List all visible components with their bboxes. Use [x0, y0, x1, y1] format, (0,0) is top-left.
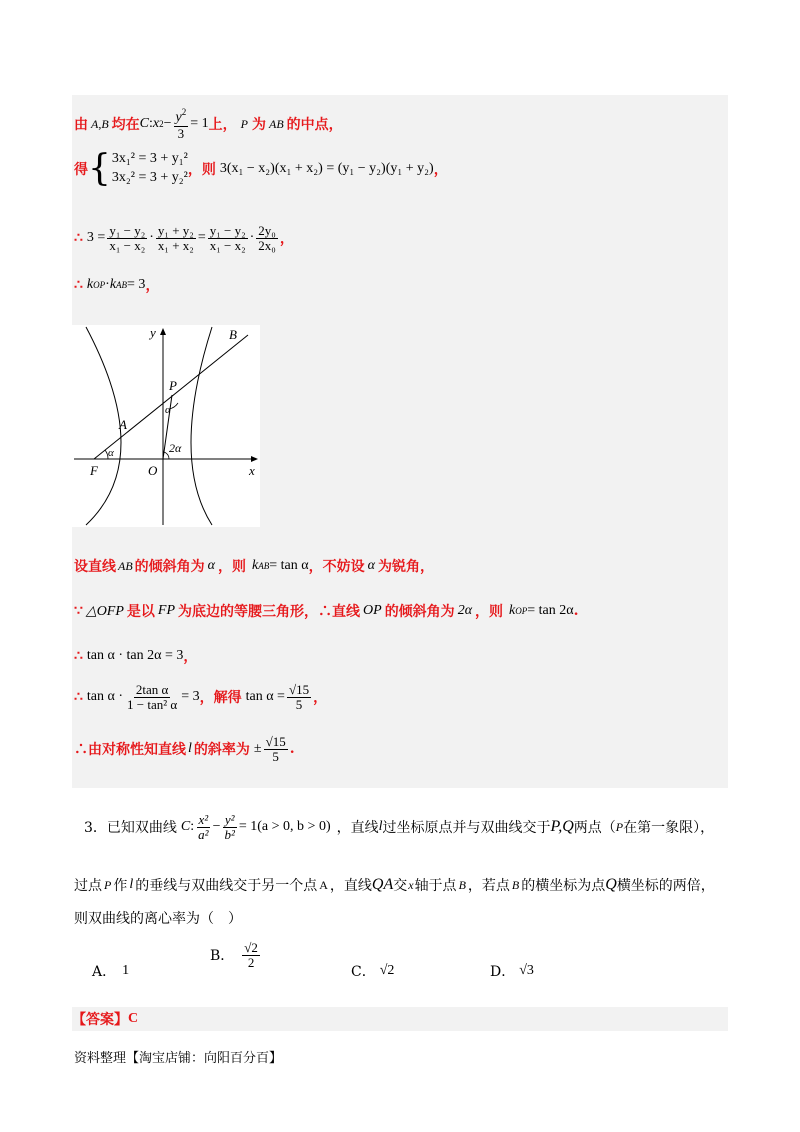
label-p: P: [169, 378, 177, 393]
text: ，: [183, 649, 198, 665]
text: 为: [252, 117, 266, 133]
text: ，: [279, 231, 294, 247]
math-colon: :: [190, 819, 195, 834]
num: y²: [224, 811, 235, 827]
math-qa: QA: [371, 876, 394, 893]
solution-line-1: 由 A,B 均在 C : x 2 − $\frac{y^2}{3}$ = 1 上， P 为 AB 的中点，: [74, 106, 343, 141]
num: 2tan α: [135, 681, 169, 697]
math-sub: OP: [93, 280, 106, 290]
question-line-2: [74, 872, 715, 898]
footer: 资料整理【淘宝店铺：向阳百分百】: [74, 1051, 283, 1066]
math-ab: AB: [118, 558, 133, 573]
text: ，直线: [336, 820, 379, 836]
text: 的斜率为: [193, 742, 250, 758]
fraction-y2-3: $\frac{y^2}{3}$: [175, 106, 187, 141]
math-c: C: [180, 819, 191, 834]
fraction-result: [287, 683, 311, 711]
den: x₁ + x₂: [157, 237, 194, 253]
text: 横坐标的两倍，: [616, 878, 715, 894]
text: ，不妨设: [308, 559, 365, 575]
den: 5: [272, 748, 279, 764]
label-a: A: [119, 417, 127, 432]
den: a²: [198, 826, 209, 842]
fraction-3: [208, 224, 248, 252]
option-fraction: [242, 941, 260, 969]
solution-line-4: [74, 270, 159, 300]
therefore-symbol: ∴: [74, 230, 83, 246]
text: 的横坐标为点: [521, 878, 606, 894]
solution-line-7: [74, 643, 197, 669]
text: 则双曲线的离心率为（ ）: [74, 911, 242, 927]
therefore-symbol: ∴: [74, 648, 83, 664]
answer-bar: [72, 1007, 728, 1031]
option-value: √2: [379, 963, 395, 978]
den: x₁ − x₂: [109, 237, 146, 253]
math-eq: = tan α: [269, 558, 309, 573]
text: ，则: [475, 604, 504, 620]
math-sub: OP: [515, 606, 528, 616]
math-p: P: [104, 877, 112, 892]
text: 由: [74, 117, 88, 133]
text: ，则: [187, 162, 216, 178]
den: x₁ − x₂: [209, 237, 246, 253]
den: 2x₀: [258, 237, 276, 253]
fraction-2: [156, 224, 196, 252]
system-row-2: 3x₂² = 3 + y₂²: [111, 170, 188, 185]
solution-line-5: [74, 552, 434, 580]
math-ab: AB: [269, 116, 284, 131]
num: 2y₀: [258, 222, 276, 238]
dot: ·: [249, 230, 255, 245]
math-k: k: [509, 603, 516, 618]
therefore-symbol: ∴: [74, 277, 83, 293]
text: 在第一象限），: [623, 820, 715, 836]
math-triangle: △OFP: [85, 603, 124, 619]
condition: = 1(a > 0, b > 0): [238, 819, 331, 834]
text: ，解得: [199, 690, 242, 706]
math-alpha: α: [367, 558, 375, 573]
because-symbol: ∵: [74, 603, 83, 619]
text: 轴于点: [414, 878, 457, 894]
text: 的中点，: [286, 117, 343, 133]
hyperbola-left-branch: [86, 327, 121, 525]
answer-value: C: [128, 1011, 139, 1026]
den: 1 − tan² α: [127, 696, 178, 712]
hyperbola-right-branch: [191, 327, 212, 525]
num: x²: [198, 811, 209, 827]
label-y: y: [150, 325, 156, 340]
math-b: B: [511, 877, 520, 892]
text: 为锐角，: [377, 559, 434, 575]
num: √15: [265, 733, 286, 749]
math-2alpha: 2α: [457, 603, 473, 618]
text: ，: [313, 690, 328, 706]
text: ，则: [218, 559, 247, 575]
fraction-4: [256, 224, 278, 252]
question-line-3: [74, 906, 242, 930]
fraction-x2-a2: [196, 813, 210, 841]
eq: = 3: [127, 277, 146, 292]
text: 得: [74, 162, 88, 178]
math-points-ab: A,B: [91, 116, 109, 131]
text: 均在: [111, 117, 140, 133]
text: .: [573, 603, 579, 619]
system-row-1: 3x₁² = 3 + y₁²: [111, 151, 188, 167]
math-eq: = tan 2α: [527, 603, 574, 618]
math-colon: :: [149, 116, 153, 131]
num: √2: [244, 939, 258, 955]
fraction-tan: [125, 683, 179, 711]
therefore-symbol: ∴: [74, 689, 83, 705]
hyperbola-diagram: [72, 325, 260, 527]
fraction-y2-b2: [222, 813, 236, 841]
solution-line-6: [74, 597, 578, 625]
solution-line-3: [74, 218, 294, 258]
num: y₁ − y₂: [109, 222, 146, 238]
math-eq-1: = 1: [190, 116, 209, 131]
dot: ·: [105, 277, 110, 292]
y-axis-arrow: [160, 328, 166, 335]
math-pq: P,Q: [550, 818, 574, 835]
option-label: A．: [92, 964, 117, 980]
option-c[interactable]: [351, 956, 394, 986]
math-sub: AB: [116, 280, 128, 290]
fraction-slope: [264, 735, 288, 763]
minus: −: [212, 819, 221, 834]
math-p: P: [615, 819, 624, 834]
math-alpha: α: [207, 558, 216, 573]
option-d[interactable]: [490, 956, 534, 986]
math-c: C: [139, 116, 150, 131]
math-x: x: [408, 877, 414, 892]
math-k: k: [109, 277, 117, 292]
text: 是以: [126, 604, 155, 620]
option-a[interactable]: [92, 956, 129, 986]
math-x: x: [152, 116, 160, 131]
num: y₁ + y₂: [157, 222, 194, 238]
text: 的倾斜角为: [384, 604, 455, 620]
math-y: y: [175, 109, 182, 125]
math-minus: −: [163, 116, 172, 131]
text: 交: [393, 878, 408, 894]
math-lhs: tan α ·: [86, 689, 124, 704]
eq: = 3: [181, 689, 200, 704]
option-value: 1: [122, 963, 130, 978]
answer-label: 【答案】: [72, 1012, 128, 1028]
text: ∴由对称性知直线: [74, 742, 186, 758]
math-lhs: 3 =: [86, 230, 106, 245]
option-b[interactable]: [210, 940, 262, 970]
text: 过点: [74, 878, 102, 894]
label-two-alpha: 2α: [169, 441, 182, 455]
den: 2: [247, 954, 255, 970]
math-fp: FP: [157, 603, 176, 618]
text: 为底边的等腰三角形，∴直线: [178, 604, 361, 620]
num: y₁ − y₂: [209, 222, 246, 238]
label-f: F: [90, 463, 98, 478]
math-a: A: [319, 877, 328, 892]
question-number: 3．已知双曲线: [84, 820, 177, 836]
question-line-1: [84, 806, 714, 848]
text: 设直线: [74, 559, 116, 575]
math-lhs: tan α =: [245, 689, 285, 704]
math-p: P: [240, 116, 248, 131]
math-3: 3: [177, 125, 185, 141]
option-label: B．: [210, 948, 235, 964]
label-b: B: [229, 327, 237, 342]
math-sub: AB: [258, 561, 270, 571]
solution-line-9: [74, 728, 295, 770]
math-l: l: [378, 819, 383, 834]
den: b²: [224, 826, 235, 842]
text: 的倾斜角为: [134, 559, 205, 575]
option-value: √3: [519, 963, 534, 978]
formula: 3(x₁ − x₂)(x₁ + x₂) = (y₁ − y₂)(y₁ + y₂): [219, 161, 434, 176]
hyperbola-figure: [72, 325, 260, 527]
text: ，若点: [467, 878, 510, 894]
text: 作: [113, 878, 128, 894]
num: √15: [288, 681, 310, 697]
label-o: O: [148, 463, 158, 478]
math-q: Q: [605, 876, 617, 893]
den: 5: [295, 696, 303, 712]
text: ，: [145, 278, 160, 294]
math-l: l: [129, 877, 134, 892]
option-label: C．: [351, 964, 376, 980]
label-x: x: [249, 463, 255, 478]
dot: ·: [149, 230, 154, 245]
math-l: l: [188, 741, 192, 756]
math-k: k: [86, 277, 94, 292]
text: 过坐标原点并与双曲线交于: [382, 820, 551, 836]
formula: tan α · tan 2α = 3: [86, 648, 184, 663]
text: ，: [433, 162, 448, 178]
equation-system: { 3x₁² = 3 + y₁² 3x₂² = 3 + y₂²: [88, 148, 188, 189]
math-k: k: [252, 558, 259, 573]
eq: =: [197, 230, 206, 245]
label-alpha-f: α: [108, 447, 114, 459]
x-axis-arrow: [251, 456, 258, 462]
text: 的垂线与双曲线交于另一个点: [135, 878, 318, 894]
solution-line-2: [74, 147, 448, 191]
math-op: OP: [363, 603, 382, 618]
text: ，直线: [329, 878, 372, 894]
solution-line-8: [74, 676, 327, 718]
label-alpha-p: α: [165, 404, 171, 416]
option-label: D．: [490, 964, 516, 980]
text: 两点（: [573, 820, 616, 836]
text: 上，: [208, 117, 237, 133]
fraction-1: [107, 224, 147, 252]
math-b: B: [458, 877, 466, 892]
text: .: [289, 741, 295, 757]
math-pm: ±: [253, 741, 262, 756]
